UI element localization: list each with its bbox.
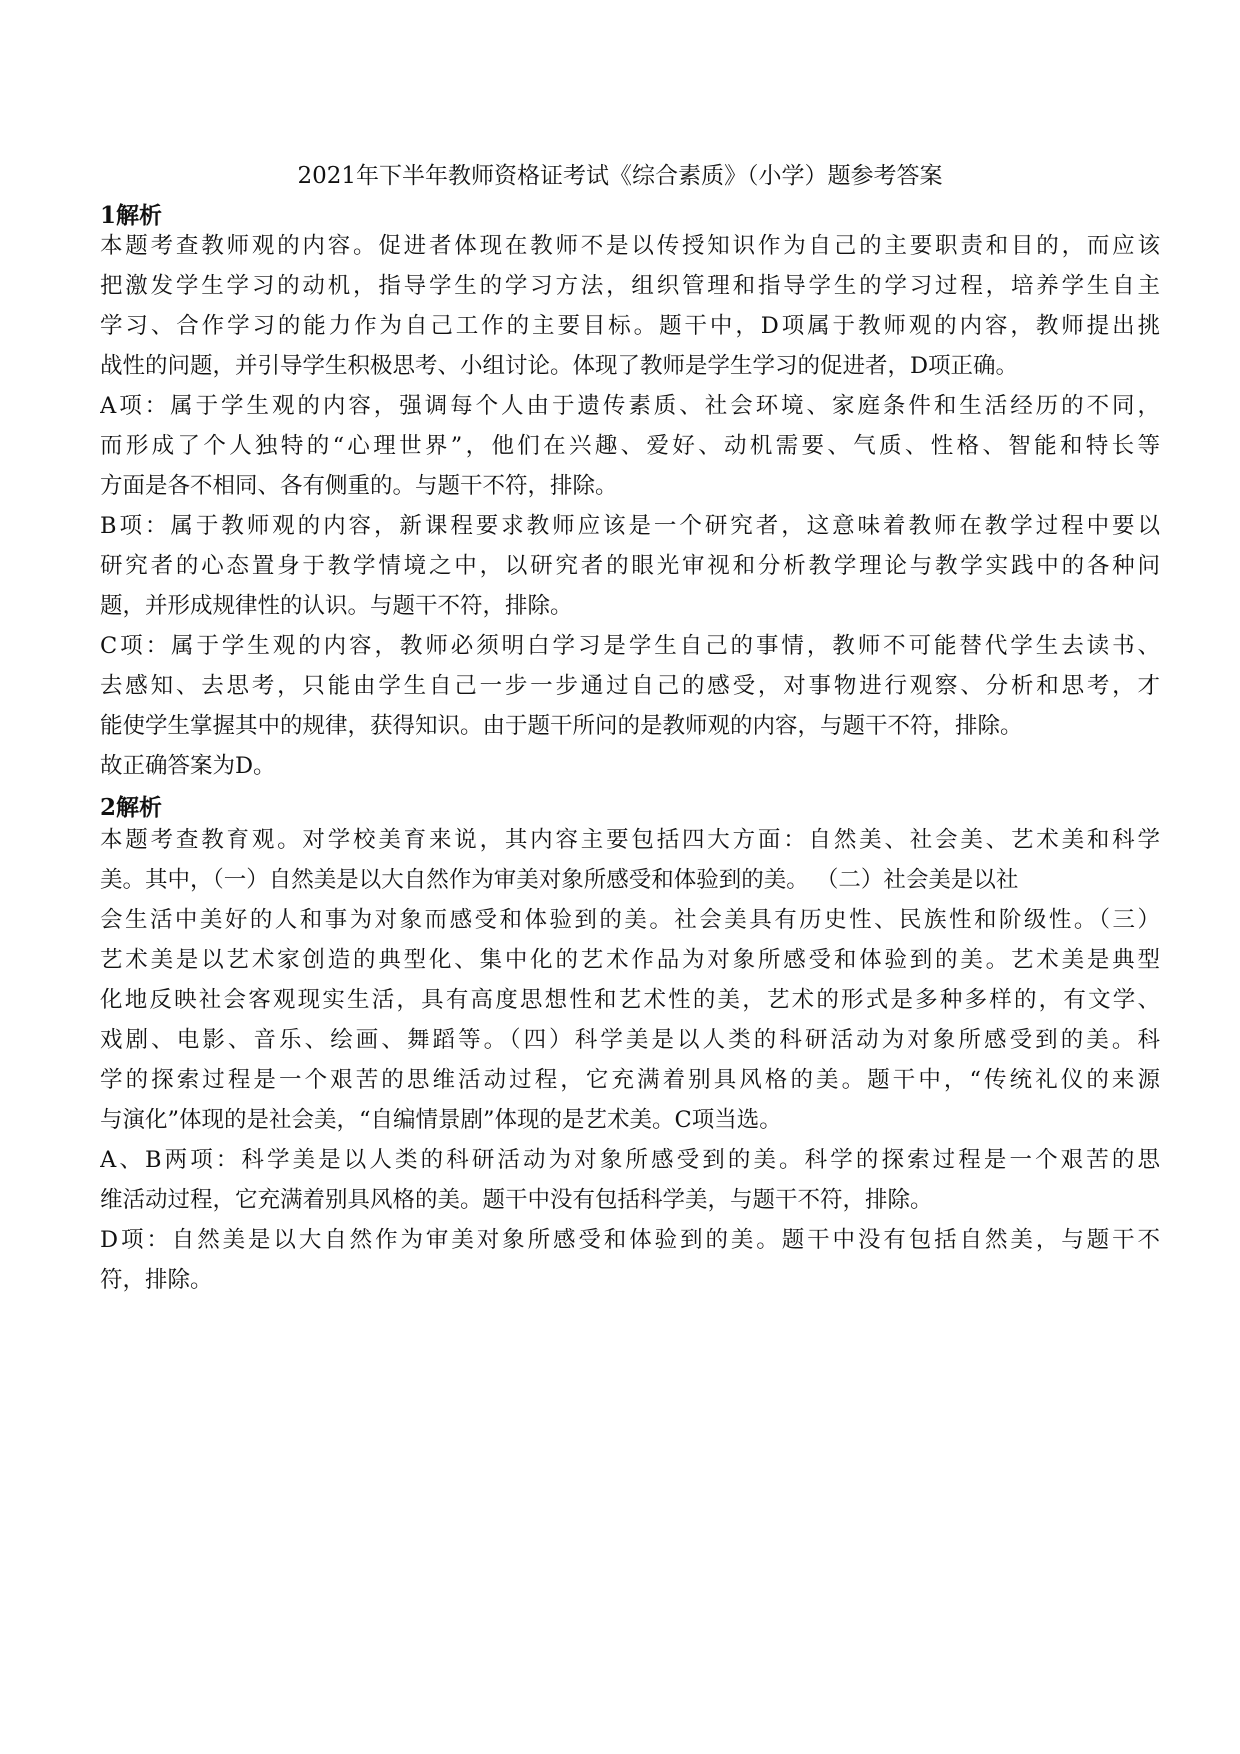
section-2-line: 符，排除。: [100, 1267, 213, 1293]
section-1-line: 把激发学生学习的动机，指导学生的学习方法，组织管理和指导学生的学习过程，培养学生自主: [100, 273, 1160, 299]
section-2-line: 美。其中，（一）自然美是以大自然作为审美对象所感受和体验到的美。 （二）社会美是以社: [100, 867, 1019, 893]
section-1-line: 学习、合作学习的能力作为自己工作的主要目标。题干中，D项属于教师观的内容，教师提出挑: [100, 313, 1160, 339]
document-title: 2021年下半年教师资格证考试《综合素质》（小学）题参考答案: [297, 163, 943, 189]
section-1-line: A项：属于学生观的内容，强调每个人由于遗传素质、社会环境、家庭条件和生活经历的不同，: [100, 393, 1160, 419]
section-1-line: 故正确答案为D。: [100, 753, 276, 779]
section-2-line: A、B两项：科学美是以人类的科研活动为对象所感受到的美。科学的探索过程是一个艰苦的思: [100, 1147, 1160, 1173]
section-1-line: B项：属于教师观的内容，新课程要求教师应该是一个研究者，这意味着教师在教学过程中要以: [100, 513, 1160, 539]
section-2-line: 戏剧、电影、音乐、绘画、舞蹈等。（四）科学美是以人类的科研活动为对象所感受到的美。科: [100, 1027, 1160, 1053]
section-2-line: 本题考查教育观。对学校美育来说，其内容主要包括四大方面：自然美、社会美、艺术美和科学: [100, 827, 1160, 853]
section-2-line: 会生活中美好的人和事为对象而感受和体验到的美。社会美具有历史性、民族性和阶级性。（三）: [100, 907, 1160, 933]
section-1-heading: 1解析: [100, 202, 163, 229]
section-1-line: 方面是各不相同、各有侧重的。与题干不符，排除。: [100, 473, 618, 499]
section-2-line: 维活动过程，它充满着别具风格的美。题干中没有包括科学美，与题干不符，排除。: [100, 1187, 933, 1213]
section-1-line: C项：属于学生观的内容，教师必须明白学习是学生自己的事情，教师不可能替代学生去读书、: [100, 633, 1160, 659]
section-1-line: 能使学生掌握其中的规律，获得知识。由于题干所问的是教师观的内容，与题干不符，排除。: [100, 713, 1023, 739]
section-1-line: 而形成了个人独特的“心理世界”，他们在兴趣、爱好、动机需要、气质、性格、智能和特长等: [100, 433, 1160, 459]
section-1-line: 本题考查教师观的内容。促进者体现在教师不是以传授知识作为自己的主要职责和目的，而应该: [100, 233, 1160, 259]
section-2-heading: 2解析: [100, 794, 163, 821]
section-2-line: 艺术美是以艺术家创造的典型化、集中化的艺术作品为对象所感受和体验到的美。艺术美是典型: [100, 947, 1160, 973]
section-1-line: 研究者的心态置身于教学情境之中，以研究者的眼光审视和分析教学理论与教学实践中的各种问: [100, 553, 1160, 579]
section-1-line: 战性的问题，并引导学生积极思考、小组讨论。体现了教师是学生学习的促进者，D项正确。: [100, 353, 1019, 379]
section-1-line: 题，并形成规律性的认识。与题干不符，排除。: [100, 593, 573, 619]
section-2-line: 学的探索过程是一个艰苦的思维活动过程，它充满着别具风格的美。题干中，“传统礼仪的来源: [100, 1067, 1160, 1093]
section-2-line: 与演化”体现的是社会美，“自编情景剧”体现的是艺术美。C项当选。: [100, 1107, 782, 1133]
section-2-line: 化地反映社会客观现实生活，具有高度思想性和艺术性的美，艺术的形式是多种多样的，有文学、: [100, 987, 1160, 1013]
section-2-line: D项：自然美是以大自然作为审美对象所感受和体验到的美。题干中没有包括自然美，与题干不: [100, 1227, 1160, 1253]
section-1-line: 去感知、去思考，只能由学生自己一步一步通过自己的感受，对事物进行观察、分析和思考，才: [100, 673, 1160, 699]
